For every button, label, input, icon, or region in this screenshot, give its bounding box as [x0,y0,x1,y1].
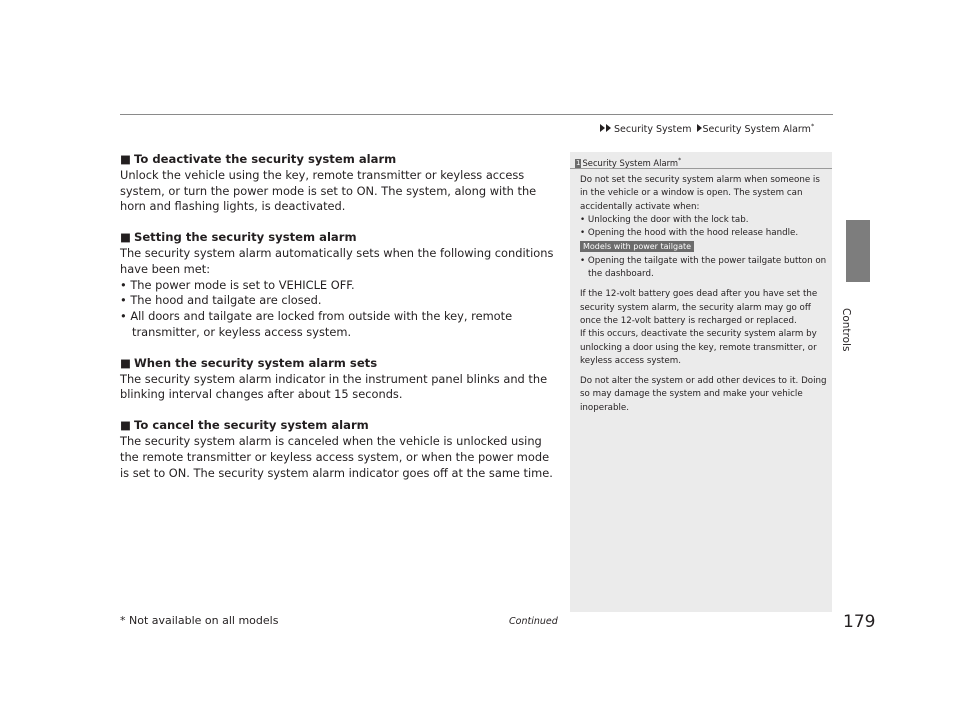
square-icon: ■ [120,152,131,166]
breadcrumb [600,122,814,135]
asterisk: * [678,157,682,164]
section-label: Controls [840,308,852,352]
section-alarm-sets [120,356,560,403]
breadcrumb-item: Security System Alarm [702,124,811,136]
section-heading: ■ To cancel the security system alarm [120,418,369,433]
breadcrumb-item: Security System [614,124,692,136]
section-heading: ■ Setting the security system alarm [120,230,357,245]
note-bullet: • Opening the tailgate with the power tailgate button on the dashboard. [580,255,827,280]
note-panel [570,152,832,612]
note-title: 1 Security System Alarm* [576,157,682,168]
main-content [120,152,560,496]
model-tag: Models with power tailgate [580,241,694,252]
note-bullet: • Opening the hood with the hood release handle. [580,228,799,239]
note-paragraph: If this occurs, deactivate the security system alarm by unlocking a door using the key, remote transmitter, or keyless access system. [580,329,817,366]
paragraph: The security system alarm automatically sets when the following conditions have been met: [120,245,554,276]
note-paragraph: Do not alter the system or add other devices to it. Doing so may damage the system and make your vehicle inoperable. [580,376,827,413]
note-number: 1 [576,158,581,167]
section-deactivate [120,152,560,215]
footnote: * Not available on all models [120,614,279,627]
continued-label: Continued [509,616,558,627]
bullet-item: • The power mode is set to VEHICLE OFF. [120,277,355,292]
note-paragraph: Do not set the security system alarm when someone is in the vehicle or a window is open. The system can accidentally activate when: [580,175,820,212]
bullet-item: • The hood and tailgate are closed. [120,293,322,308]
note-paragraph: If the 12-volt battery goes dead after you have set the security system alarm, the security alarm may go off once the 12-volt battery is recharged or replaced. [580,289,818,326]
section-heading: ■ When the security system alarm sets [120,355,378,370]
note-bullet: • Unlocking the door with the lock tab. [580,214,749,225]
arrow-icon [697,124,702,132]
bullet-item: • All doors and tailgate are locked from outside with the key, remote transmitter, or keyless access system. [120,309,513,339]
section-cancel [120,418,560,481]
note-body [580,174,828,415]
arrow-icon [600,124,605,132]
square-icon: ■ [120,230,131,245]
section-setting [120,230,560,341]
section-heading: ■ To deactivate the security system alarm [120,152,397,166]
paragraph: Unlock the vehicle using the key, remote transmitter or keyless access system, or turn the power mode is set to ON. The system, along with the horn and flashing lights, is deactivated. [120,167,537,214]
paragraph: The security system alarm is canceled when the vehicle is unlocked using the remote transmitter or keyless access system, or when the power mode is set to ON. The security system alarm indicator goes off at the same time. [120,433,553,480]
asterisk: * [810,122,815,130]
square-icon: ■ [120,418,131,433]
arrow-icon [606,124,611,132]
section-tab [846,220,870,282]
square-icon: ■ [120,355,131,370]
page-number: 179 [843,612,876,632]
header-divider [120,114,833,115]
paragraph: The security system alarm indicator in the instrument panel blinks and the blinking interval changes after about 15 seconds. [120,371,548,402]
note-divider [570,168,832,169]
